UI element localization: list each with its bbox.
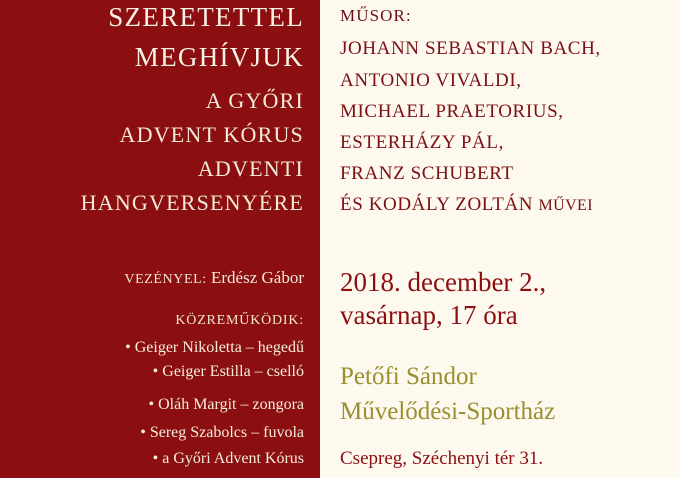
composer-last-main: ÉS KODÁLY ZOLTÁN	[340, 194, 534, 215]
conductor-line	[124, 268, 304, 288]
event-title-line-4: HANGVERSENYÉRE	[80, 190, 304, 215]
right-panel	[320, 0, 680, 478]
venue-name-line-2: Művelődési-Sportház	[340, 398, 556, 425]
program-label: MŰSOR:	[340, 6, 412, 25]
event-title-line-2: ADVENT KÓRUS	[119, 122, 304, 147]
left-panel-content	[0, 0, 320, 478]
event-date-line-1: 2018. december 2.,	[340, 267, 547, 297]
right-panel-content	[320, 0, 680, 478]
invitation-line-1: SZERETETTEL	[108, 2, 304, 32]
composer-item: JOHANN SEBASTIAN BACH,	[340, 38, 601, 59]
event-title-line-1: A GYŐRI	[205, 88, 304, 113]
invitation-line-2: MEGHÍVJUK	[134, 42, 304, 72]
venue-name-line-1: Petőfi Sándor	[340, 363, 477, 390]
left-panel	[0, 0, 320, 478]
list-item: • Sereg Szabolcs – fuvola	[140, 424, 304, 441]
conductor-name: Erdész Gábor	[211, 268, 304, 287]
event-date-line-2: vasárnap, 17 óra	[340, 300, 518, 330]
list-item: • Geiger Nikoletta – hegedű	[125, 339, 304, 356]
composer-item: FRANZ SCHUBERT	[340, 163, 514, 184]
list-item: • Oláh Margit – zongora	[148, 396, 304, 413]
composer-item: ANTONIO VIVALDI,	[340, 70, 522, 91]
composer-item-last	[340, 194, 593, 216]
contributors-label: KÖZREMŰKÖDIK:	[175, 313, 304, 328]
venue-address: Csepreg, Széchenyi tér 31.	[340, 448, 544, 469]
event-title-line-3: ADVENTI	[197, 156, 304, 181]
composer-last-suffix: MŰVEI	[538, 197, 593, 214]
composer-item: MICHAEL PRAETORIUS,	[340, 101, 564, 122]
list-item: • Geiger Estilla – cselló	[152, 363, 304, 380]
list-item: • a Győri Advent Kórus	[152, 450, 304, 467]
composer-item: ESTERHÁZY PÁL,	[340, 132, 504, 153]
conductor-label: VEZÉNYEL:	[124, 272, 207, 287]
divider	[340, 240, 662, 241]
